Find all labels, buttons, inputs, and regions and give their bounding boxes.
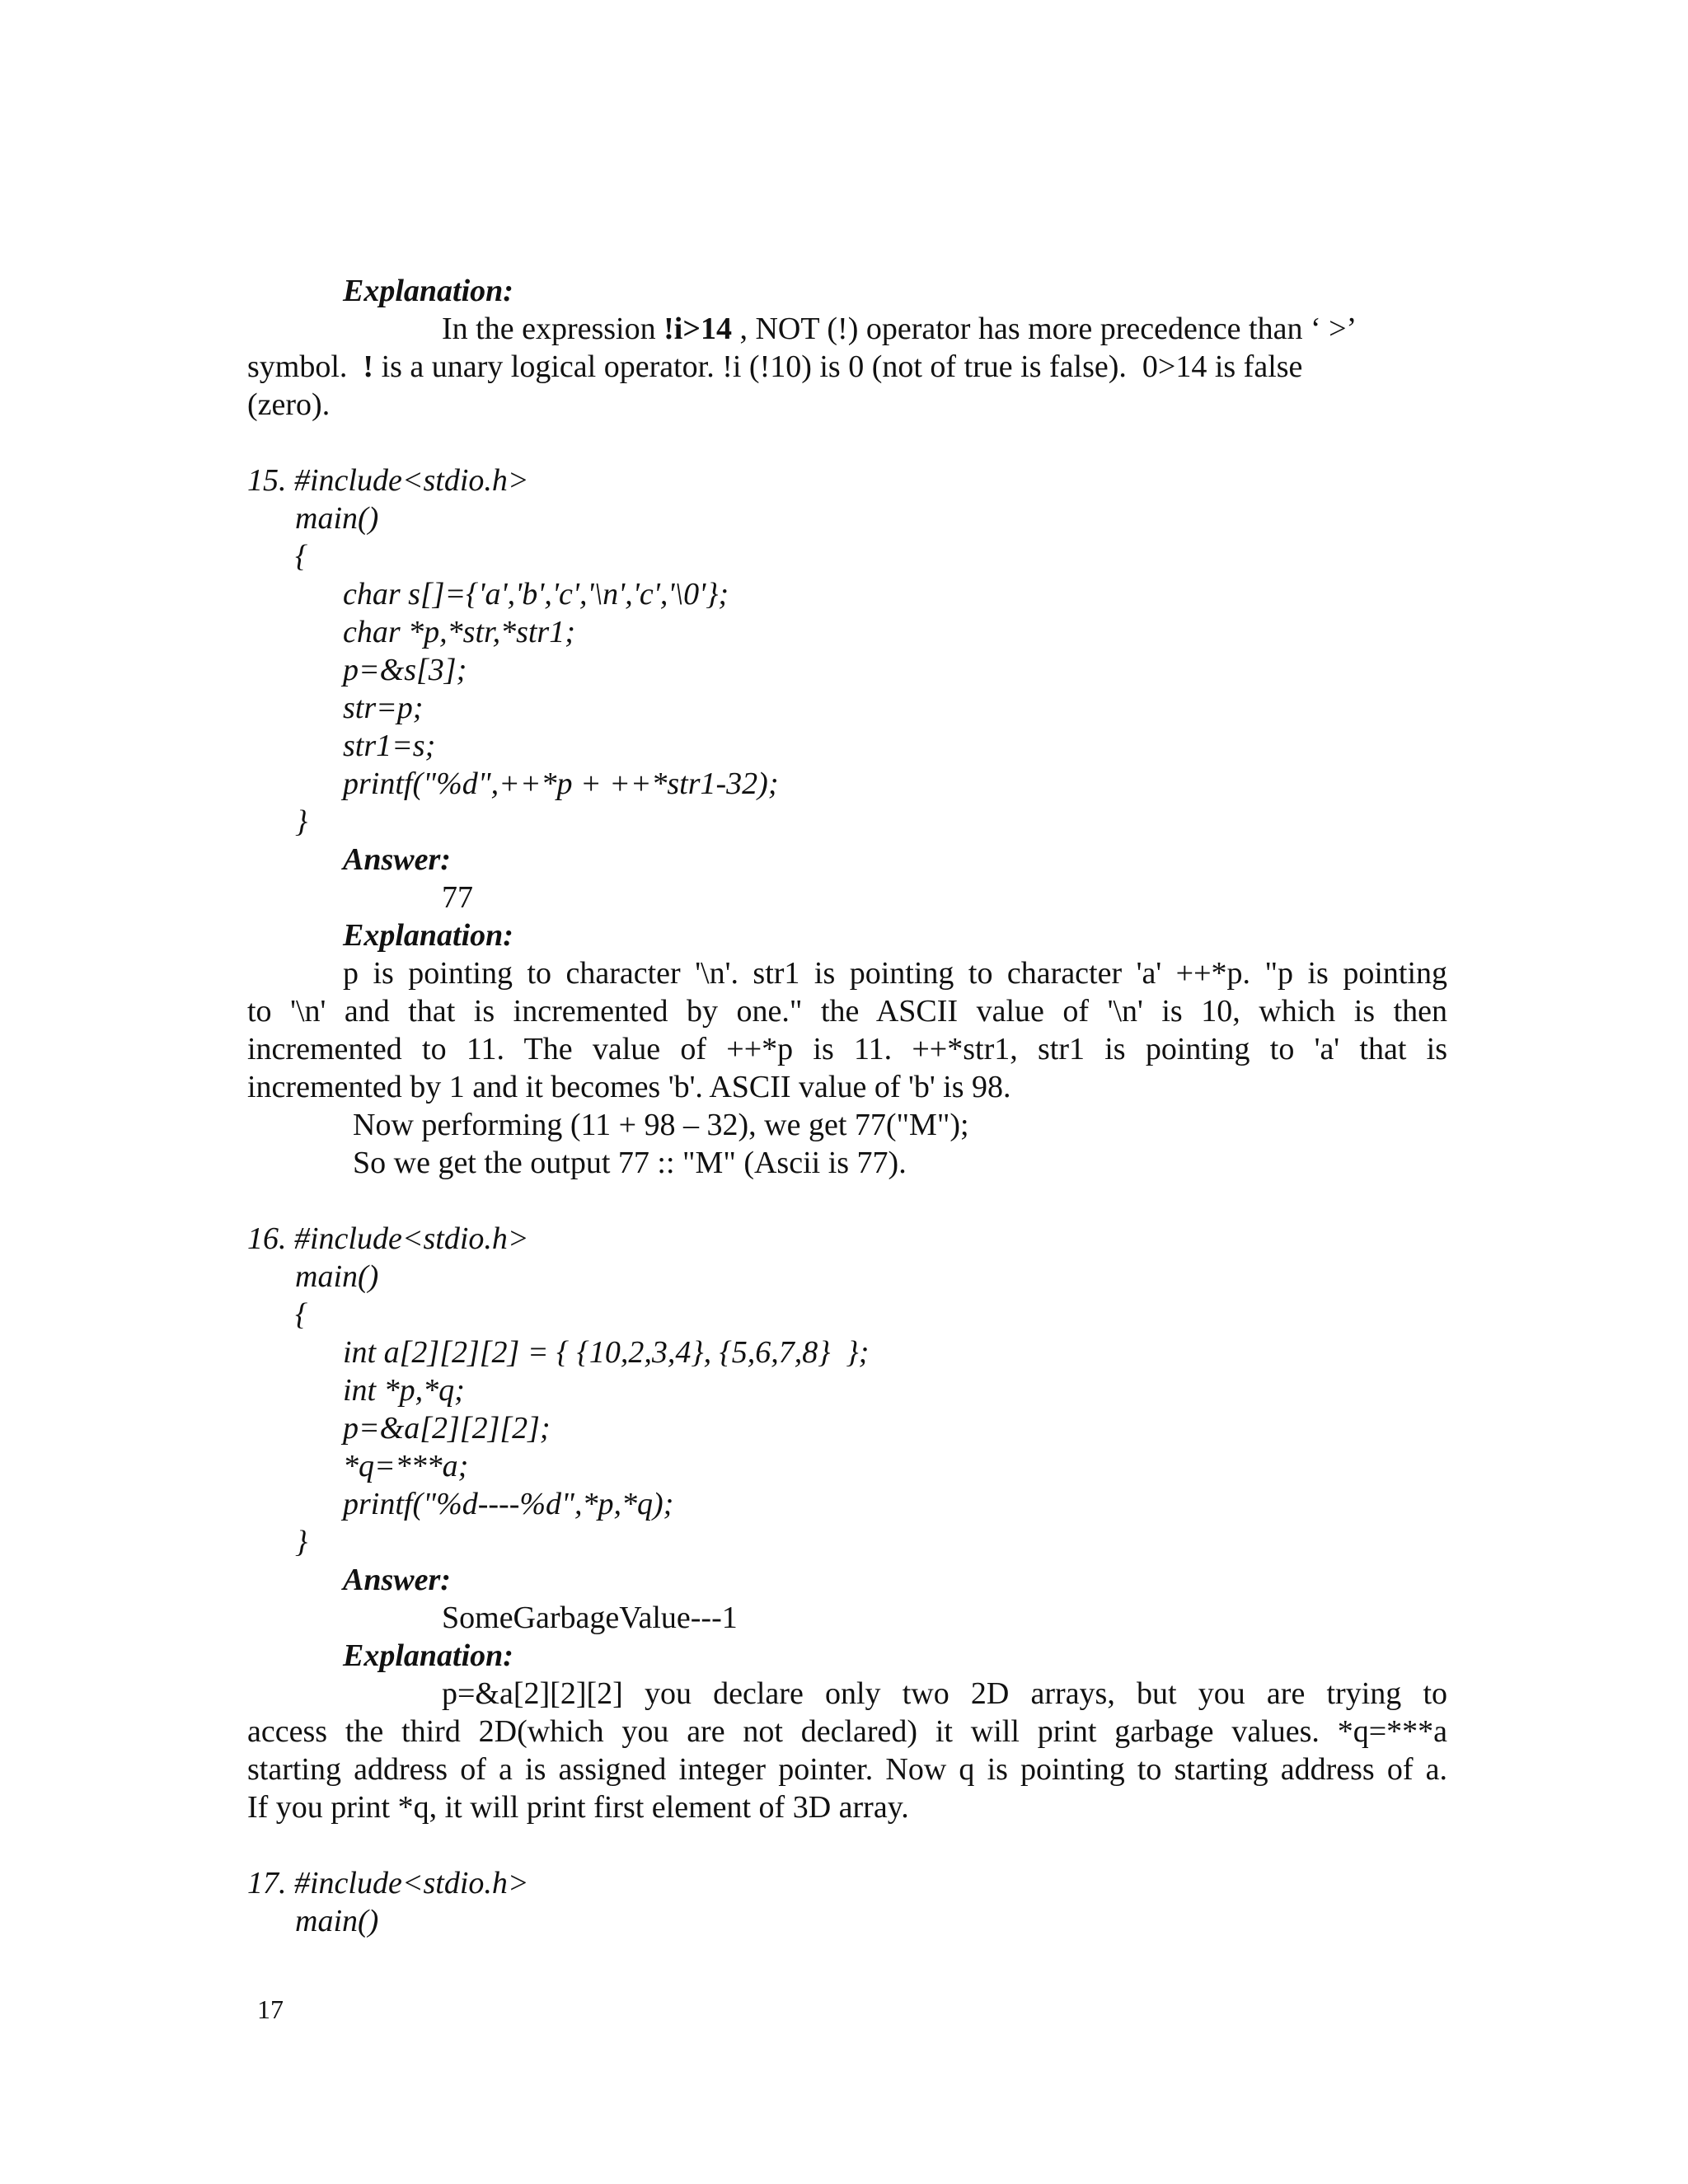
text-span: is a unary logical operator. !i (!10) is 0 (not of true is false). 0>14 is false (373, 349, 1303, 384)
q15-code-line: char s[]={'a','b','c','\n','c','\0'}; (343, 577, 729, 612)
q14-explanation-line-3: (zero). (247, 387, 331, 422)
q17-main: main() (295, 1904, 379, 1938)
q15-explanation-line: incremented to 11. The value of ++*p is 11. ++*str1, str1 is pointing to 'a' that is (247, 1032, 1447, 1066)
q16-explanation-line: starting address of a is assigned integer pointer. Now q is pointing to starting address of a. (247, 1752, 1447, 1787)
text-span: symbol. (247, 349, 363, 384)
q15-close-brace: } (295, 804, 308, 839)
q15-code-line: char *p,*str,*str1; (343, 615, 575, 649)
q16-header: 16. #include<stdio.h> (247, 1221, 529, 1256)
page-number: 17 (257, 1994, 284, 2024)
q15-code-line: p=&s[3]; (343, 653, 467, 687)
q15-explanation-label: Explanation: (343, 918, 513, 953)
q16-main: main() (295, 1259, 379, 1294)
q15-code-line: printf("%d",++*p + ++*str1-32); (343, 766, 779, 801)
q16-open-brace: { (295, 1297, 308, 1332)
q15-explanation-line: to '\n' and that is incremented by one." the ASCII value of '\n' is 10, which is then (247, 994, 1447, 1029)
q15-open-brace: { (295, 539, 308, 574)
q15-explanation-extra: Now performing (11 + 98 – 32), we get 77("M"); (353, 1108, 969, 1142)
q14-explanation-line-2 (247, 348, 1302, 386)
q17-header: 17. #include<stdio.h> (247, 1866, 529, 1900)
q14-explanation-label: Explanation: (343, 274, 513, 308)
q14-explanation-line-1 (442, 310, 1447, 348)
q15-code-line: str1=s; (343, 729, 436, 763)
q16-code-line: int *p,*q; (343, 1373, 465, 1408)
q16-code-line: *q=***a; (343, 1449, 469, 1483)
text-span: In the expression (442, 312, 664, 346)
q15-main: main() (295, 501, 379, 536)
q16-answer-value: SomeGarbageValue---1 (442, 1601, 738, 1635)
q15-code-line: str=p; (343, 691, 424, 725)
q15-answer-label: Answer: (343, 842, 451, 877)
text-span: , NOT (!) operator has more precedence than ‘ >’ (731, 312, 1357, 346)
q16-explanation-label: Explanation: (343, 1638, 513, 1673)
q16-answer-label: Answer: (343, 1563, 451, 1597)
q16-code-line: printf("%d----%d",*p,*q); (343, 1487, 674, 1521)
q16-explanation-line: access the third 2D(which you are not declared) it will print garbage values. *q=***a (247, 1714, 1447, 1749)
q16-code-line: p=&a[2][2][2]; (343, 1411, 551, 1446)
q16-code-line: int a[2][2][2] = { {10,2,3,4}, {5,6,7,8} }; (343, 1335, 870, 1370)
q16-close-brace: } (295, 1525, 308, 1559)
q15-explanation-line: incremented by 1 and it becomes 'b'. ASCII value of 'b' is 98. (247, 1070, 1011, 1104)
bold-span: !i>14 (663, 312, 732, 346)
q15-header: 15. #include<stdio.h> (247, 463, 529, 498)
q15-answer-value: 77 (442, 880, 473, 915)
q15-explanation-extra: So we get the output 77 :: "M" (Ascii is 77). (353, 1146, 907, 1180)
q16-explanation-line: If you print *q, it will print first element of 3D array. (247, 1790, 909, 1825)
q15-explanation-line: p is pointing to character '\n'. str1 is pointing to character 'a' ++*p. "p is pointing (343, 956, 1447, 991)
bold-span: ! (363, 349, 374, 384)
q16-explanation-line: p=&a[2][2][2] you declare only two 2D arrays, but you are trying to (442, 1676, 1447, 1711)
